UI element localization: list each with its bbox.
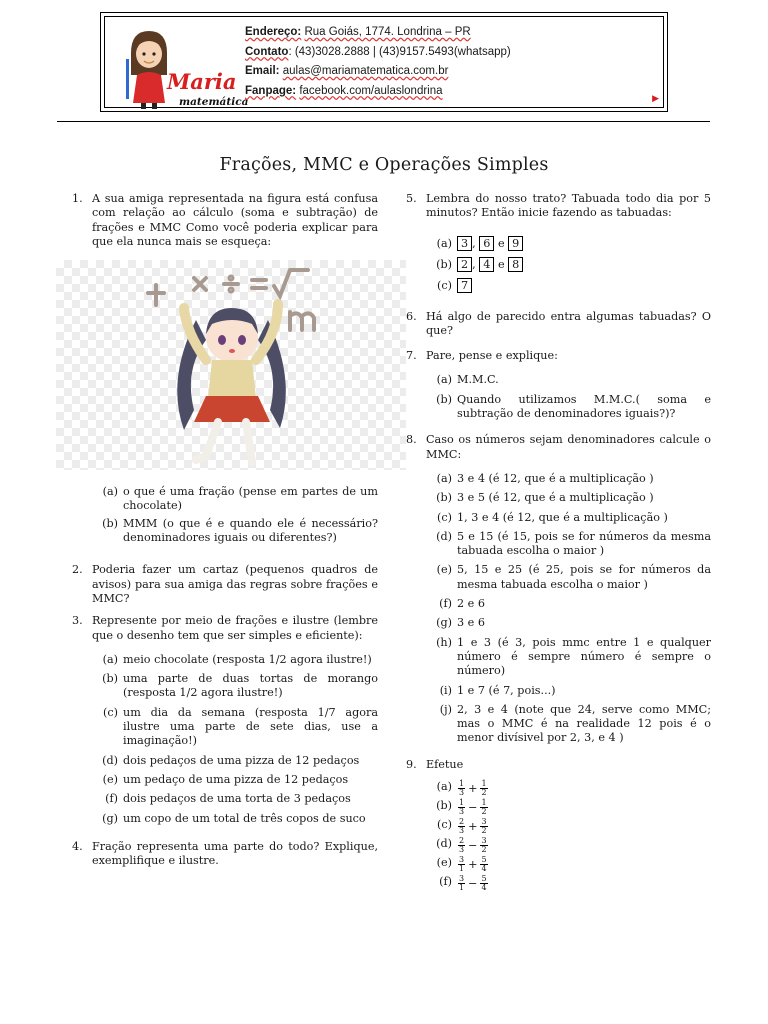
list-item: (b) 2 , 4 e 8	[426, 254, 711, 275]
item-text: um dia da semana (resposta 1/7 agora ilustre uma parte de sete dias, use a imaginação!)	[123, 705, 378, 748]
list-item	[426, 563, 711, 592]
question-text: Fração representa uma parte do todo? Explique, exemplifique e ilustre.	[92, 839, 378, 868]
logo-text-maria: Maria	[167, 69, 237, 94]
fraction: $\frac{1}{2}$	[481, 779, 487, 798]
list-item	[92, 773, 378, 787]
list-item	[426, 636, 711, 679]
question-text: Poderia fazer um cartaz (pequenos quadros de avisos) para sua amiga das regras sobre frações e MMC?	[92, 563, 378, 605]
item-label: (c)	[103, 705, 118, 719]
list-item	[426, 511, 711, 525]
item-label: (h)	[436, 635, 452, 649]
question-6	[406, 310, 711, 339]
item-label: (i)	[439, 683, 452, 697]
boxed-number: 4	[479, 257, 494, 272]
item-label: (g)	[436, 616, 452, 630]
item-label: (a)	[436, 373, 452, 387]
item-label: (f)	[105, 792, 118, 806]
item-text: 2, 3 e 4 (note que 24, serve como MMC; mas o MMC é na realidade 12 pois é o menor divísivel por 2, 3, e 4 )	[457, 702, 711, 745]
item-label: (a)	[102, 652, 118, 666]
operator: −	[468, 876, 478, 890]
item-text: M.M.C.	[457, 373, 499, 387]
list-item	[426, 780, 711, 799]
question-text: Represente por meio de frações e ilustre (lembre que o desenho tem que ser simples e eficiente):	[92, 614, 378, 642]
list-item	[92, 812, 378, 826]
list-item	[426, 530, 711, 559]
list-item	[426, 875, 711, 894]
item-text: 1 e 3 (é 3, pois mmc entre 1 e qualquer número é sempre número é sempre o número)	[457, 635, 711, 678]
confused-girl-figure	[56, 260, 406, 470]
contact-line	[245, 43, 511, 63]
fraction: $\frac{1}{2}$	[481, 798, 487, 817]
maria-matematica-logo	[121, 23, 249, 111]
question-5	[406, 192, 711, 221]
item-label: (d)	[436, 837, 452, 851]
item-label: (g)	[102, 811, 118, 825]
item-text: 3 e 5 (é 12, que é a multiplicação )	[457, 491, 654, 505]
right-column	[406, 192, 711, 894]
list-item	[92, 706, 378, 749]
list-item	[92, 792, 378, 806]
item-label: (e)	[436, 856, 452, 870]
question-number: 3.	[72, 614, 83, 628]
fanpage-label: Fanpage:	[245, 84, 297, 97]
question-1-items	[72, 485, 378, 545]
item-label: (b)	[436, 392, 452, 406]
question-9-items	[426, 780, 711, 894]
list-item	[426, 373, 711, 387]
operator: −	[468, 838, 478, 852]
list-item	[426, 818, 711, 837]
operator: +	[468, 857, 478, 871]
item-text: 5, 15 e 25 (é 25, pois se for números da mesma tabuada escolha o maior )	[457, 563, 711, 591]
item-label: (e)	[436, 563, 452, 577]
item-text: 3 e 6	[457, 616, 485, 630]
list-item	[426, 837, 711, 856]
question-text: A sua amiga representada na figura está confusa com relação ao cálculo (soma e subtração) de frações e MMC Como você poderia explicar para que ela nunca mais se esqueça:	[92, 192, 378, 248]
question-7-items	[426, 373, 711, 421]
question-8	[406, 433, 711, 462]
list-item	[92, 672, 378, 701]
fanpage-link[interactable]: facebook.com/aulaslondrina	[299, 84, 443, 97]
contact-info	[245, 23, 511, 101]
boxed-number: 3	[457, 236, 472, 251]
question-number: 9.	[406, 757, 417, 771]
question-number: 8.	[406, 433, 417, 447]
question-text: Lembra do nosso trato? Tabuada todo dia por 5 minutos? Então inicie fazendo as tabuadas:	[426, 192, 711, 220]
boxed-number: 8	[508, 257, 523, 272]
address-line	[245, 23, 511, 43]
item-label: (d)	[102, 753, 118, 767]
item-label: (b)	[436, 257, 452, 271]
question-text: Há algo de parecido entra algumas tabuadas? O que?	[426, 309, 711, 337]
email-line	[245, 62, 511, 82]
boxed-number: 2	[457, 257, 472, 272]
fraction: $\frac{1}{3}$	[459, 779, 465, 798]
list-item	[426, 616, 711, 630]
item-label: (a)	[102, 485, 118, 499]
list-item: (a) 3 , 6 e 9	[426, 233, 711, 254]
question-5-items	[426, 233, 711, 296]
question-text: Efetue	[426, 757, 464, 771]
left-column	[72, 192, 378, 868]
fraction: $\frac{5}{4}$	[481, 874, 487, 893]
item-label: (c)	[437, 278, 452, 292]
question-text: Pare, pense e explique:	[426, 349, 558, 363]
operator: +	[468, 819, 478, 833]
fraction: $\frac{3}{1}$	[459, 855, 465, 874]
item-label: (c)	[437, 510, 452, 524]
item-label: (j)	[439, 702, 452, 716]
address-value: Rua Goiás, 1774. Londrina – PR	[304, 26, 471, 38]
list-item	[426, 703, 711, 746]
list-item	[426, 491, 711, 505]
connector-text: e	[497, 236, 505, 250]
connector-text: e	[497, 257, 505, 271]
item-text: meio chocolate (resposta 1/2 agora ilustre!)	[123, 652, 372, 666]
contact-value: : (43)3028.2888 | (43)9157.5493(whatsapp)	[288, 45, 511, 58]
item-text: 2 e 6	[457, 597, 485, 611]
item-text: o que é uma fração (pense em partes de um chocolate)	[123, 485, 378, 513]
question-8-items	[426, 472, 711, 746]
item-label: (f)	[439, 597, 452, 611]
fraction: $\frac{3}{2}$	[481, 817, 487, 836]
item-label: (a)	[436, 236, 452, 250]
item-label: (b)	[102, 672, 118, 686]
list-item	[426, 597, 711, 611]
boxed-number: 7	[457, 278, 472, 293]
contact-label: Contato	[245, 45, 289, 58]
address-label: Endereço:	[245, 26, 302, 38]
logo-text-matematica: matemática	[179, 96, 249, 108]
item-text: 3 e 4 (é 12, que é a multiplicação )	[457, 471, 654, 485]
item-label: (b)	[436, 491, 452, 505]
question-3-items	[92, 653, 378, 826]
item-label: (a)	[436, 780, 452, 794]
item-label: (e)	[102, 772, 118, 786]
header-inner-border	[104, 16, 664, 108]
question-number: 1.	[72, 192, 83, 205]
fraction: $\frac{2}{3}$	[459, 836, 465, 855]
fraction: $\frac{1}{3}$	[459, 798, 465, 817]
question-1	[72, 192, 378, 249]
operator: −	[468, 800, 478, 814]
question-2	[72, 563, 378, 606]
fanpage-line	[245, 82, 511, 102]
question-4	[72, 840, 378, 869]
header-rule	[57, 121, 710, 122]
item-label: (d)	[436, 529, 452, 543]
item-text: 5 e 15 (é 15, pois se for números da mesma tabuada escolha o maior )	[457, 529, 711, 558]
list-item	[426, 393, 711, 422]
question-number: 7.	[406, 349, 417, 363]
item-label: (c)	[437, 818, 452, 832]
list-item	[92, 754, 378, 768]
question-number: 6.	[406, 309, 417, 323]
page-title: Frações, MMC e Operações Simples	[219, 155, 549, 175]
question-7	[406, 349, 711, 363]
list-item	[92, 485, 378, 514]
item-label: (f)	[439, 875, 452, 889]
item-text: um copo de um total de três copos de suco	[123, 811, 366, 825]
question-number: 2.	[72, 563, 83, 577]
boxed-number: 6	[479, 236, 494, 251]
operator: +	[468, 781, 478, 795]
item-label: (b)	[436, 799, 452, 813]
item-text: MMM (o que é e quando ele é necessário? denominadores iguais ou diferentes?)	[123, 516, 378, 545]
fraction: $\frac{2}{3}$	[459, 817, 465, 836]
question-9	[406, 758, 711, 772]
item-text: Quando utilizamos M.M.C.( soma e subtração de denominadores iguais?)?	[457, 392, 711, 421]
email-label: Email:	[245, 65, 280, 77]
fraction: $\frac{3}{1}$	[459, 874, 465, 893]
item-text: dois pedaços de uma torta de 3 pedaços	[123, 792, 351, 806]
boxed-number: 9	[508, 236, 523, 251]
list-item	[426, 856, 711, 875]
question-text: Caso os números sejam denominadores calcule o MMC:	[426, 433, 711, 461]
item-text: 1 e 7 (é 7, pois...)	[457, 683, 556, 697]
list-item	[426, 472, 711, 486]
list-item	[92, 517, 378, 546]
item-text: uma parte de duas tortas de morango (resposta 1/2 agora ilustre!)	[123, 672, 378, 700]
confused-girl-illustration	[56, 260, 406, 470]
item-text: 1, 3 e 4 (é 12, que é a multiplicação )	[457, 510, 668, 524]
fraction: $\frac{3}{2}$	[481, 836, 487, 855]
list-item	[426, 684, 711, 698]
play-arrow-icon: ▶	[652, 94, 659, 104]
question-number: 4.	[72, 839, 83, 853]
list-item	[426, 275, 711, 296]
question-number: 5.	[406, 192, 417, 205]
item-text: dois pedaços de uma pizza de 12 pedaços	[123, 753, 360, 767]
email-link[interactable]: aulas@mariamatematica.com.br	[282, 65, 449, 77]
item-label: (b)	[102, 516, 118, 530]
question-3	[72, 614, 378, 643]
item-text: um pedaço de uma pizza de 12 pedaços	[123, 772, 349, 786]
header-box	[100, 12, 668, 112]
item-label: (a)	[436, 471, 452, 485]
list-item	[92, 653, 378, 667]
fraction: $\frac{5}{4}$	[481, 855, 487, 874]
list-item	[426, 799, 711, 818]
